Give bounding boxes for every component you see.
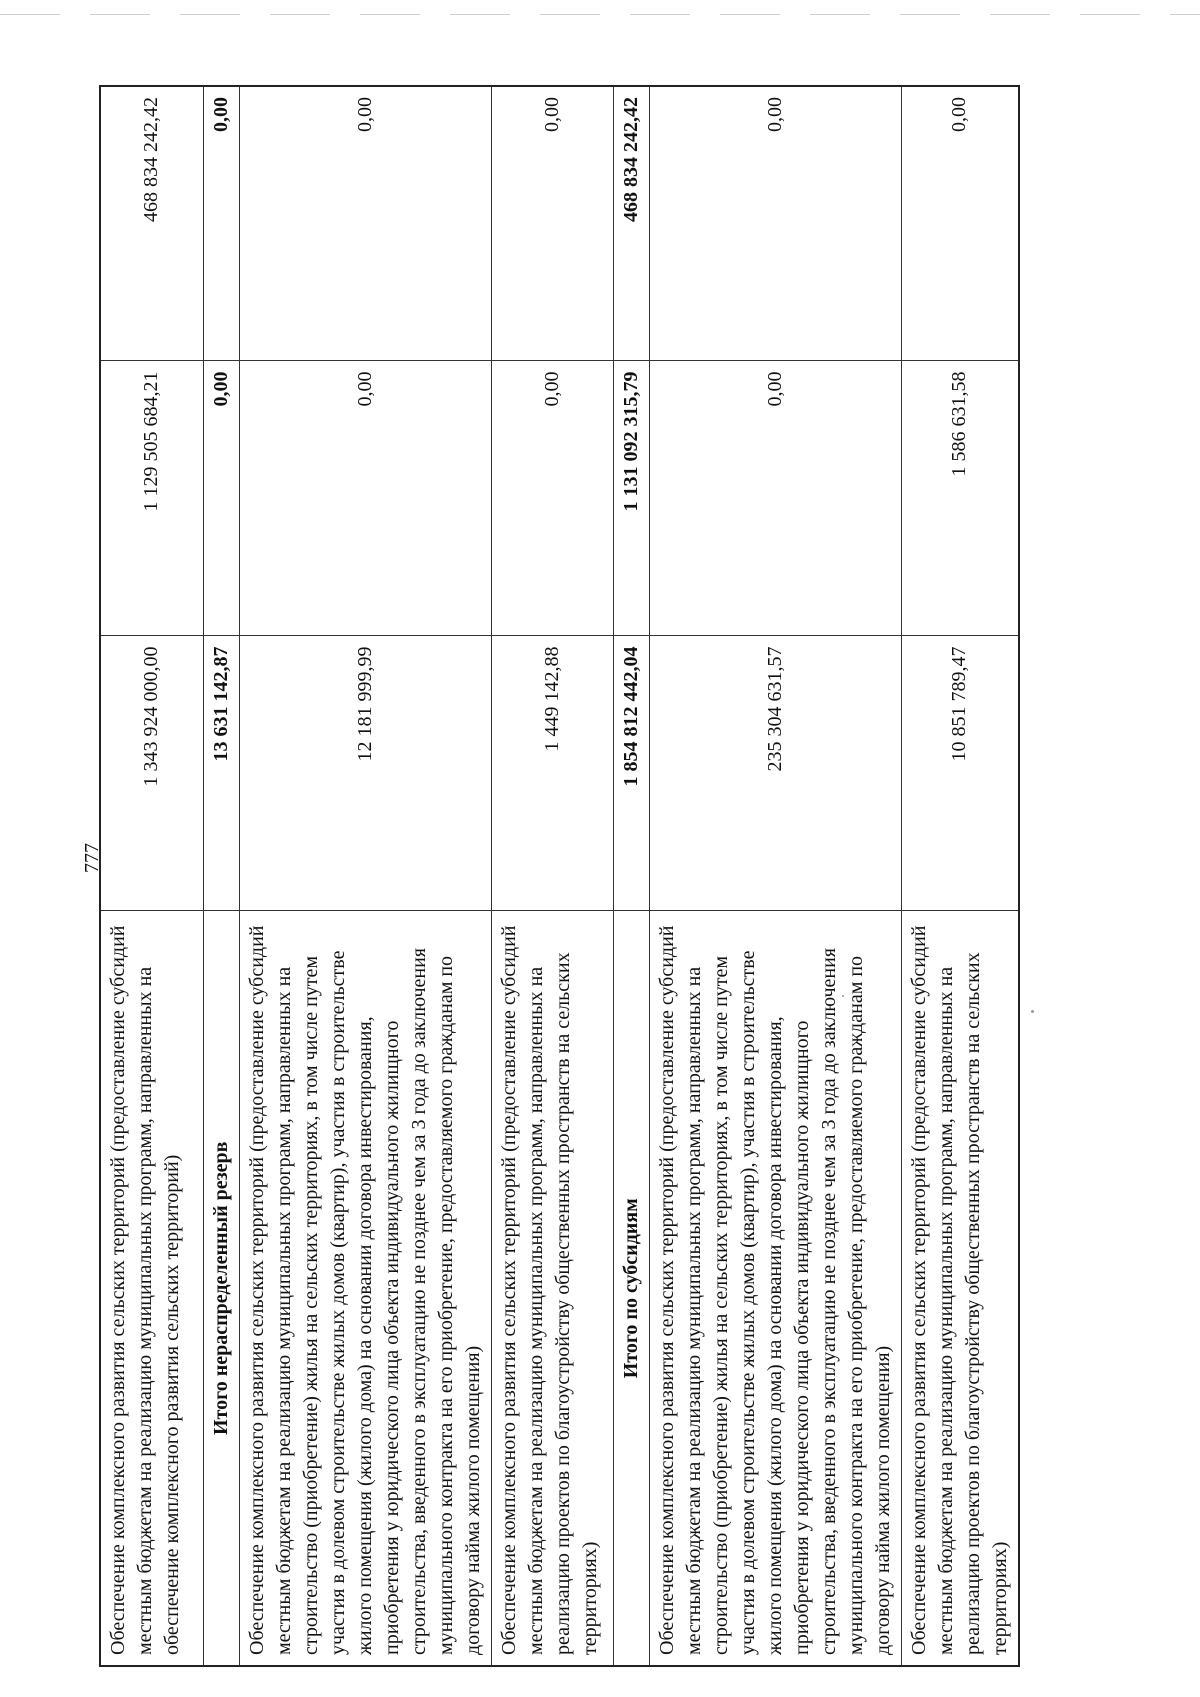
row-name: Обеспечение комплексного развития сельских территорий (предоставление субсидий местным бюджетам на реализацию муниципальных программ, направленных на строительство (приобретение) жилья на сельских территориях, в том числе путем участия в долевом строительстве жилых домов (квартир), участия в строительстве жилого помещения (жилого дома) на основании договора инвестирования, приобретения у юридического лица объекта индивидуального жилищного строительства, введенного в эксплуатацию не позднее чем за 3 года до заключения муниципального контракта на его приобретение, предоставляемого гражданам по договору найма жилого помещения) (239, 911, 491, 1666)
value-cell-2: 0,00 (649, 361, 901, 636)
table-row (901, 86, 1019, 1666)
table-row (239, 86, 491, 1666)
table-row (491, 86, 613, 1666)
value-cell-2: 0,00 (239, 361, 491, 636)
value-cell-1: 235 304 631,57 (649, 636, 901, 911)
table-row (100, 86, 203, 1666)
row-name: Обеспечение комплексного развития сельских территорий (предоставление субсидий местным бюджетам на реализацию муниципальных программ, направленных на строительство (приобретение) жилья на сельских территориях, в том числе путем участия в долевом строительстве жилых домов (квартир), участия в строительстве жилого помещения (жилого дома) на основании договора инвестирования, приобретения у юридического лица объекта индивидуального жилищного строительства, введенного в эксплуатацию не позднее чем за 3 года до заключения муниципального контракта на его приобретение, предоставляемого гражданам по договору найма жилого помещения) (649, 911, 901, 1666)
subsidy-table-wrapper (99, 87, 1011, 1667)
value-cell-1: 13 631 142,87 (203, 636, 239, 911)
value-cell-1: 1 449 142,88 (491, 636, 613, 911)
value-cell-3: 0,00 (901, 86, 1019, 361)
row-name: Обеспечение комплексного развития сельских территорий (предоставление субсидий местным бюджетам на реализацию муниципальных программ, направленных на реализацию проектов по благоустройству общественных пространств на сельских территориях) (491, 911, 613, 1666)
value-cell-3: 0,00 (649, 86, 901, 361)
value-cell-1: 12 181 999,99 (239, 636, 491, 911)
value-cell-1: 10 851 789,47 (901, 636, 1019, 911)
value-cell-3: 0,00 (239, 86, 491, 361)
row-name: Итого нераспределенный резерв (203, 911, 239, 1666)
scan-speck (1031, 1010, 1034, 1013)
row-name: Обеспечение комплексного развития сельских территорий (предоставление субсидий местным бюджетам на реализацию муниципальных программ, направленных на обеспечение комплексного развития сельских территорий) (100, 911, 203, 1666)
value-cell-2: 0,00 (203, 361, 239, 636)
value-cell-3: 468 834 242,42 (613, 86, 649, 361)
value-cell-2: 1 131 092 315,79 (613, 361, 649, 636)
value-cell-3: 0,00 (203, 86, 239, 361)
total-row (613, 86, 649, 1666)
row-name: Итого по субсидиям (613, 911, 649, 1666)
total-row (203, 86, 239, 1666)
value-cell-2: 1 586 631,58 (901, 361, 1019, 636)
value-cell-2: 1 129 505 684,21 (100, 361, 203, 636)
value-cell-3: 0,00 (491, 86, 613, 361)
value-cell-3: 468 834 242,42 (100, 86, 203, 361)
table-row (649, 86, 901, 1666)
value-cell-1: 1 854 812 442,04 (613, 636, 649, 911)
page-number: 777 (81, 843, 103, 873)
value-cell-2: 0,00 (491, 361, 613, 636)
row-name: Обеспечение комплексного развития сельских территорий (предоставление субсидий местным бюджетам на реализацию муниципальных программ, направленных на реализацию проектов по благоустройству общественных пространств на сельских территориях) (901, 911, 1019, 1666)
subsidy-table (99, 85, 1020, 1667)
value-cell-1: 1 343 924 000,00 (100, 636, 203, 911)
scan-edge-line (0, 14, 1200, 15)
